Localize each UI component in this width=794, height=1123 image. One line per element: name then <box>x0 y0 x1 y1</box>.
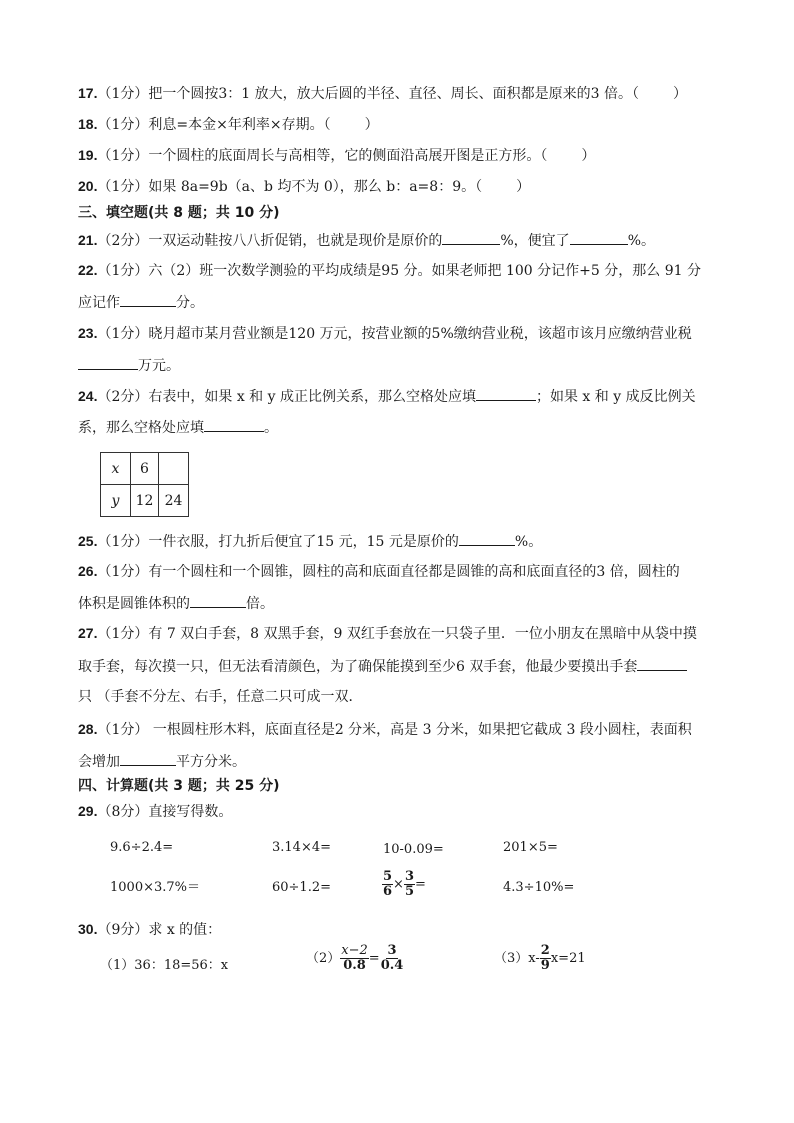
fraction <box>540 944 551 973</box>
question-number: 29. <box>78 803 98 819</box>
table-cell: 24 <box>159 485 189 517</box>
question-27-cont2 <box>78 688 362 706</box>
question-23-cont <box>78 355 180 375</box>
answer-blank[interactable] <box>442 230 500 245</box>
question-number: 23. <box>78 325 98 341</box>
question-number: 21. <box>78 232 98 248</box>
answer-blank[interactable] <box>190 593 246 608</box>
numerator: 5 <box>383 869 393 884</box>
question-23 <box>78 324 692 343</box>
paren-close: ） <box>581 148 596 164</box>
calc-item-fraction <box>382 870 426 899</box>
table-row <box>101 485 189 517</box>
question-21 <box>78 230 655 250</box>
question-text: 应记作 <box>78 295 120 311</box>
question-number: 20. <box>78 178 98 194</box>
calc-item: 201×5= <box>503 840 558 855</box>
numerator: x−2 <box>341 943 368 958</box>
question-text: ；如果 x 和 y 成反比例关 <box>535 389 696 405</box>
question-text: （1分）一件衣服，打九折后便宜了15 元，15 元是原价的 <box>97 534 459 550</box>
equals-sign: = <box>368 951 380 966</box>
question-text: 平方分米。 <box>176 754 246 770</box>
question-22 <box>78 261 701 280</box>
variable: x <box>550 951 559 966</box>
question-17 <box>78 84 687 103</box>
xy-table <box>100 452 189 517</box>
table-row <box>101 453 189 485</box>
question-20 <box>78 177 530 196</box>
question-text: （1分）有一个圆柱和一个圆锥，圆柱的高和底面直径都是圆锥的高和底面直径的3 倍，圆柱的 <box>97 564 680 580</box>
answer-blank[interactable] <box>476 386 536 401</box>
question-text: （1分）如果 8a=9b（a、b 均不为 0），那么 b：a=8：9。（ <box>97 179 483 195</box>
question-28 <box>78 720 692 739</box>
question-text: （2分）右表中，如果 x 和 y 成正比例关系，那么空格处应填 <box>97 389 476 405</box>
fraction <box>340 944 369 973</box>
question-22-cont <box>78 292 204 312</box>
calc-item: 4.3÷10%= <box>503 880 575 895</box>
question-number: 24. <box>78 388 98 404</box>
question-19 <box>78 146 595 165</box>
question-24-cont <box>78 417 278 437</box>
question-18 <box>78 115 379 134</box>
equation-2 <box>306 944 404 973</box>
calc-item: 60÷1.2= <box>272 880 332 895</box>
section-heading-fill-blank: 三、填空题(共 8 题；共 10 分) <box>78 205 280 221</box>
answer-blank[interactable] <box>204 417 264 432</box>
answer-blank[interactable] <box>78 355 138 370</box>
numerator: 3 <box>404 869 414 884</box>
answer-blank[interactable] <box>459 531 515 546</box>
equation-3 <box>494 944 586 973</box>
question-27-cont <box>78 656 687 676</box>
question-24 <box>78 386 696 406</box>
question-text: 万元。 <box>138 358 180 374</box>
denominator: 9 <box>540 958 550 973</box>
numerator: 3 <box>387 943 397 958</box>
answer-blank[interactable] <box>637 656 687 671</box>
paren-close: ） <box>516 179 531 195</box>
question-text: %。 <box>627 233 655 249</box>
question-26-cont <box>78 593 274 613</box>
times-sign: × <box>393 877 404 892</box>
question-text: （1分）利息=本金×年利率×存期。（ <box>97 117 331 133</box>
calc-item: 3.14×4= <box>272 840 332 855</box>
question-text: %。 <box>514 534 543 550</box>
question-25 <box>78 531 542 551</box>
question-text: 取手套，每次摸一只，但无法看清颜色，为了确保能摸到至少6 双手套，他最少要摸出手套 <box>78 659 638 675</box>
question-text: （1分）晓月超市某月营业额是120 万元，按营业额的5%缴纳营业税，该超市该月应缴纳营业税 <box>97 326 692 342</box>
equation-label: （3）x- <box>494 951 540 966</box>
question-text: 。 <box>264 420 278 436</box>
section-heading-calculation: 四、计算题(共 3 题；共 25 分) <box>78 778 280 794</box>
question-text: （9分）求 x 的值： <box>97 922 222 938</box>
fraction <box>404 870 415 899</box>
calc-item: 1000×3.7%＝ <box>110 880 201 895</box>
equals-sign: = <box>415 877 426 892</box>
denominator: 6 <box>383 884 393 899</box>
question-text: （8分）直接写得数。 <box>97 804 233 820</box>
question-number: 30. <box>78 921 98 937</box>
question-text: （1分）六（2）班一次数学测验的平均成绩是95 分。如果老师把 100 分记作+5 分，那么 91 分 <box>97 263 701 279</box>
question-number: 17. <box>78 85 98 101</box>
answer-blank[interactable] <box>120 751 176 766</box>
question-text: 分。 <box>176 295 204 311</box>
numerator: 2 <box>540 943 550 958</box>
question-text: 只 （手套不分左、右手，任意二只可成一双． <box>78 689 363 705</box>
table-cell: 12 <box>131 485 159 517</box>
question-text: （1分）把一个圆按3：1 放大，放大后圆的半径、直径、周长、面积都是原来的3 倍。（ <box>97 86 639 102</box>
question-28-cont <box>78 751 246 771</box>
question-text: 体积是圆锥体积的 <box>78 596 190 612</box>
question-26 <box>78 562 680 581</box>
question-number: 19. <box>78 147 98 163</box>
equation-rhs: =21 <box>558 951 586 966</box>
denominator: 0.8 <box>343 958 366 973</box>
table-cell: 6 <box>131 453 159 485</box>
paren-close: ） <box>364 117 379 133</box>
question-number: 25. <box>78 533 98 549</box>
fraction <box>382 870 393 899</box>
answer-blank[interactable] <box>570 230 628 245</box>
paren-close: ） <box>673 86 687 102</box>
fraction <box>380 944 405 973</box>
calc-item: 9.6÷2.4= <box>110 840 174 855</box>
table-cell: x <box>101 453 131 485</box>
question-number: 18. <box>78 116 98 132</box>
table-cell-blank[interactable] <box>159 453 189 485</box>
equation-label: （2） <box>306 951 341 966</box>
table-cell: y <box>101 485 131 517</box>
question-text: 倍。 <box>246 596 274 612</box>
question-27 <box>78 624 697 643</box>
question-text: （2分）一双运动鞋按八八折促销，也就是现价是原价的 <box>97 233 443 249</box>
answer-blank[interactable] <box>120 292 176 307</box>
equation-1: （1）36：18=56：x <box>100 958 229 973</box>
question-number: 26. <box>78 563 98 579</box>
question-text: （1分）一个圆柱的底面周长与高相等，它的侧面沿高展开图是正方形。（ <box>97 148 548 164</box>
question-number: 28. <box>78 721 98 737</box>
question-text: （1分） 一根圆柱形木料，底面直径是2 分米，高是 3 分米，如果把它截成 3 段小圆柱，表面积 <box>97 722 692 738</box>
question-text: 系，那么空格处应填 <box>78 420 204 436</box>
question-text: 会增加 <box>78 754 120 770</box>
question-30 <box>78 920 221 939</box>
calc-item: 10-0.09= <box>383 842 444 857</box>
question-number: 27. <box>78 625 98 641</box>
denominator: 5 <box>404 884 414 899</box>
question-29 <box>78 802 232 821</box>
question-text: （1分）有 7 双白手套，8 双黑手套，9 双红手套放在一只袋子里．一位小朋友在黑暗中从袋中摸 <box>97 626 697 642</box>
denominator: 0.4 <box>380 958 404 973</box>
question-number: 22. <box>78 262 98 278</box>
question-text: %，便宜了 <box>500 233 570 249</box>
